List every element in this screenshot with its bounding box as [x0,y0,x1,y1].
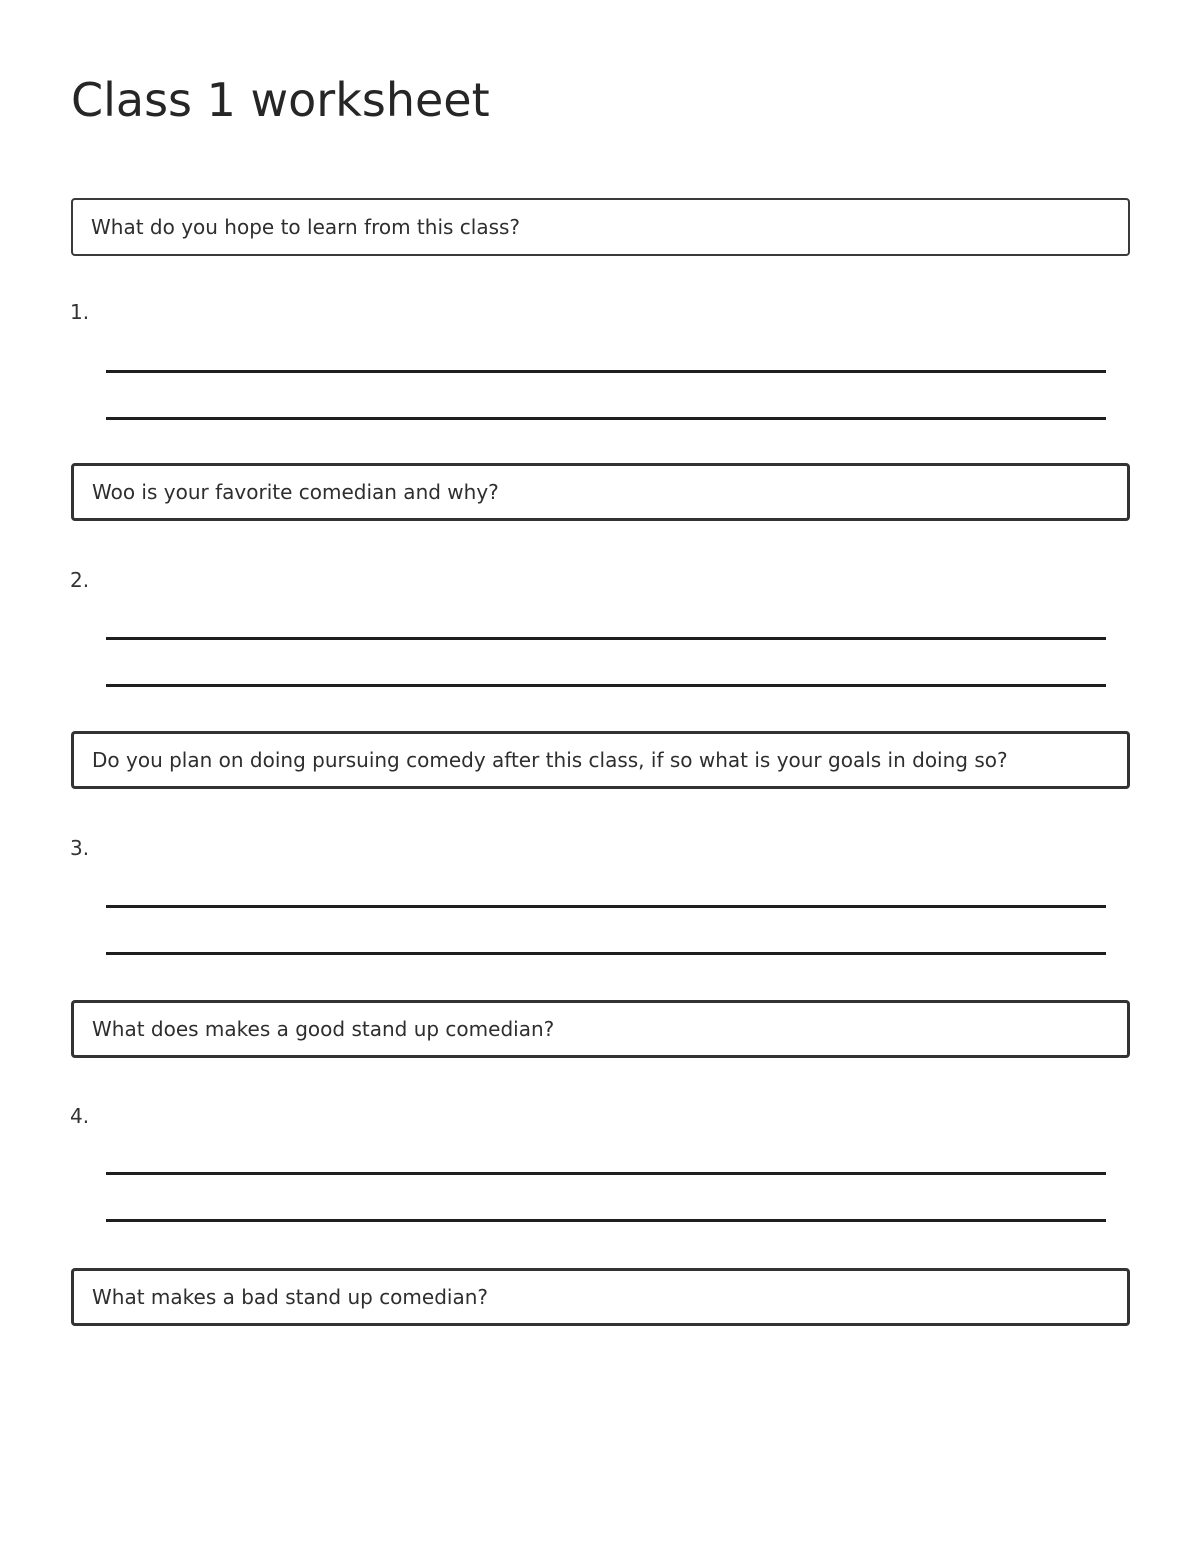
question-prompt: What does makes a good stand up comedian? [92,1017,555,1041]
question-prompt: Do you plan on doing pursuing comedy after this class, if so what is your goals in doing so? [92,748,1008,772]
question-box-5 [71,1268,1130,1326]
answer-line[interactable] [106,1172,1106,1175]
question-box-2 [71,463,1130,521]
answer-line[interactable] [106,952,1106,955]
answer-number-3: 3. [70,836,90,860]
answer-number-1: 1. [70,300,90,324]
question-prompt: What do you hope to learn from this class? [91,215,521,239]
answer-line[interactable] [106,905,1106,908]
question-box-3 [71,731,1130,789]
question-prompt: Woo is your favorite comedian and why? [92,480,499,504]
page-title: Class 1 worksheet [71,73,490,127]
answer-line[interactable] [106,1219,1106,1222]
answer-number-2: 2. [70,568,90,592]
answer-line[interactable] [106,684,1106,687]
answer-number-4: 4. [70,1104,90,1128]
question-box-4 [71,1000,1130,1058]
question-prompt: What makes a bad stand up comedian? [92,1285,489,1309]
question-box-1 [71,198,1130,256]
answer-line[interactable] [106,637,1106,640]
answer-line[interactable] [106,370,1106,373]
answer-line[interactable] [106,417,1106,420]
